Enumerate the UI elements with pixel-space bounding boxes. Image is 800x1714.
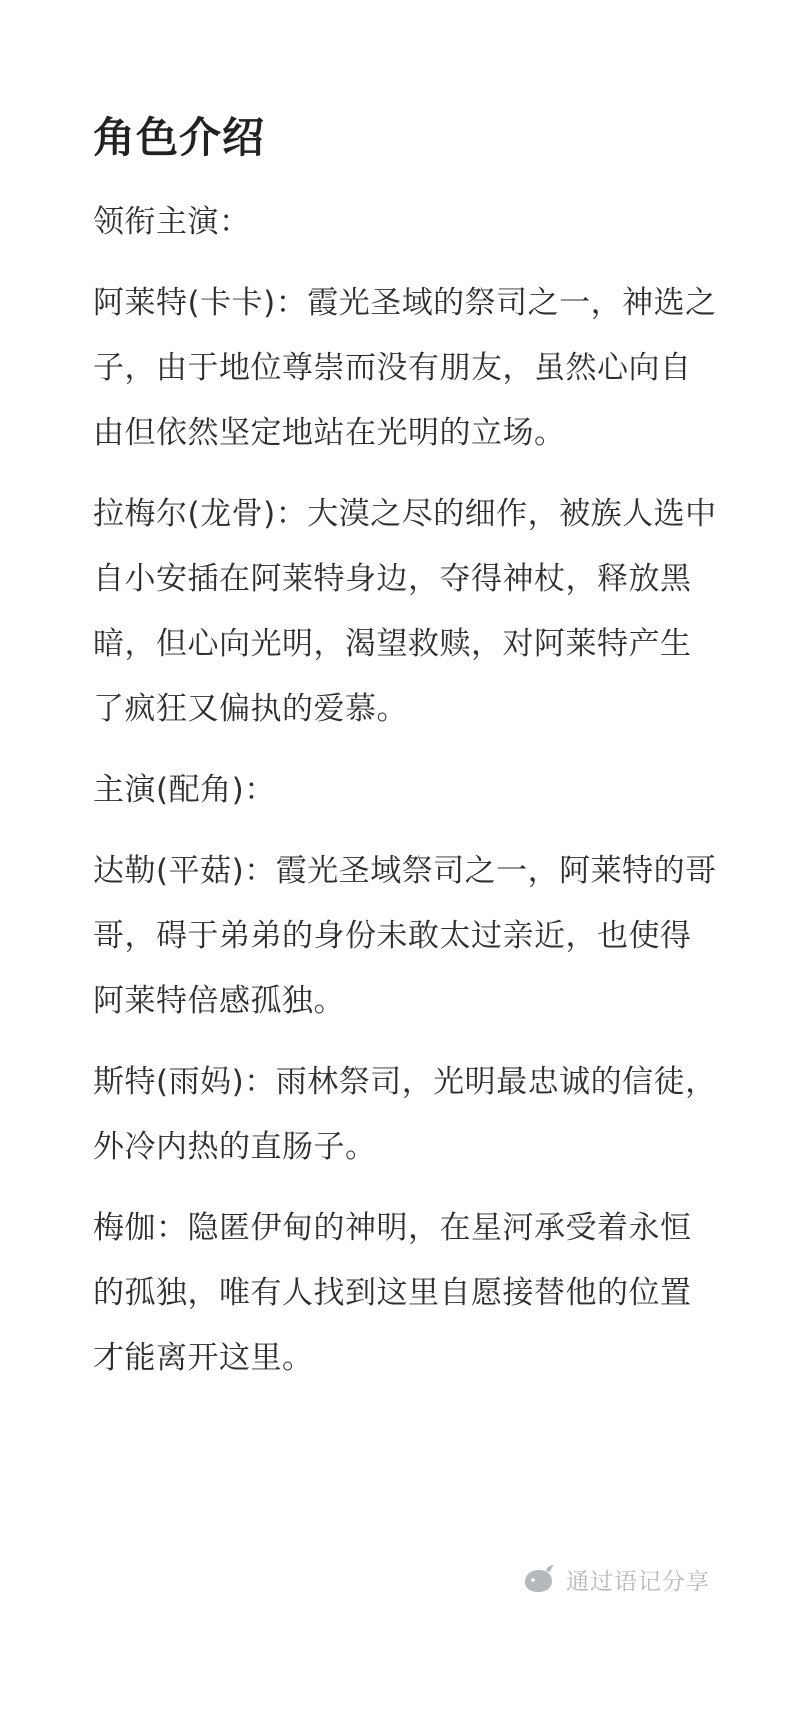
share-footer	[522, 1562, 710, 1596]
paragraph-character-dale: 达勒(平菇)：霞光圣域祭司之一，阿莱特的哥哥，碍于弟弟的身份未敢太过亲近，也使得阿莱特倍感孤独。	[93, 853, 717, 1019]
paragraph-character-alaite: 阿莱特(卡卡)：霞光圣域的祭司之一，神选之子，由于地位尊崇而没有朋友，虽然心向自由但依然坚定地站在光明的立场。	[93, 285, 717, 451]
paragraph-character-lameier: 拉梅尔(龙骨)：大漠之尽的细作，被族人选中自小安插在阿莱特身边，夺得神杖，释放黑暗，但心向光明，渴望救赎，对阿莱特产生了疯狂又偏执的爱慕。	[93, 496, 717, 727]
paragraph-character-site: 斯特(雨妈)：雨林祭司，光明最忠诚的信徒，外冷内热的直肠子。	[93, 1064, 717, 1165]
page-title: 角色介绍	[93, 113, 266, 162]
paragraph-lead-cast-heading: 领衔主演：	[93, 204, 251, 240]
paragraph-supporting-cast-heading: 主演(配角)：	[93, 772, 276, 808]
share-footer-label: 通过语记分享	[566, 1568, 710, 1595]
paragraph-character-meijia: 梅伽：隐匿伊甸的神明，在星河承受着永恒的孤独，唯有人找到这里自愿接替他的位置才能离开这里。	[93, 1210, 692, 1376]
document-body	[93, 108, 718, 1407]
whale-icon	[522, 1562, 556, 1596]
